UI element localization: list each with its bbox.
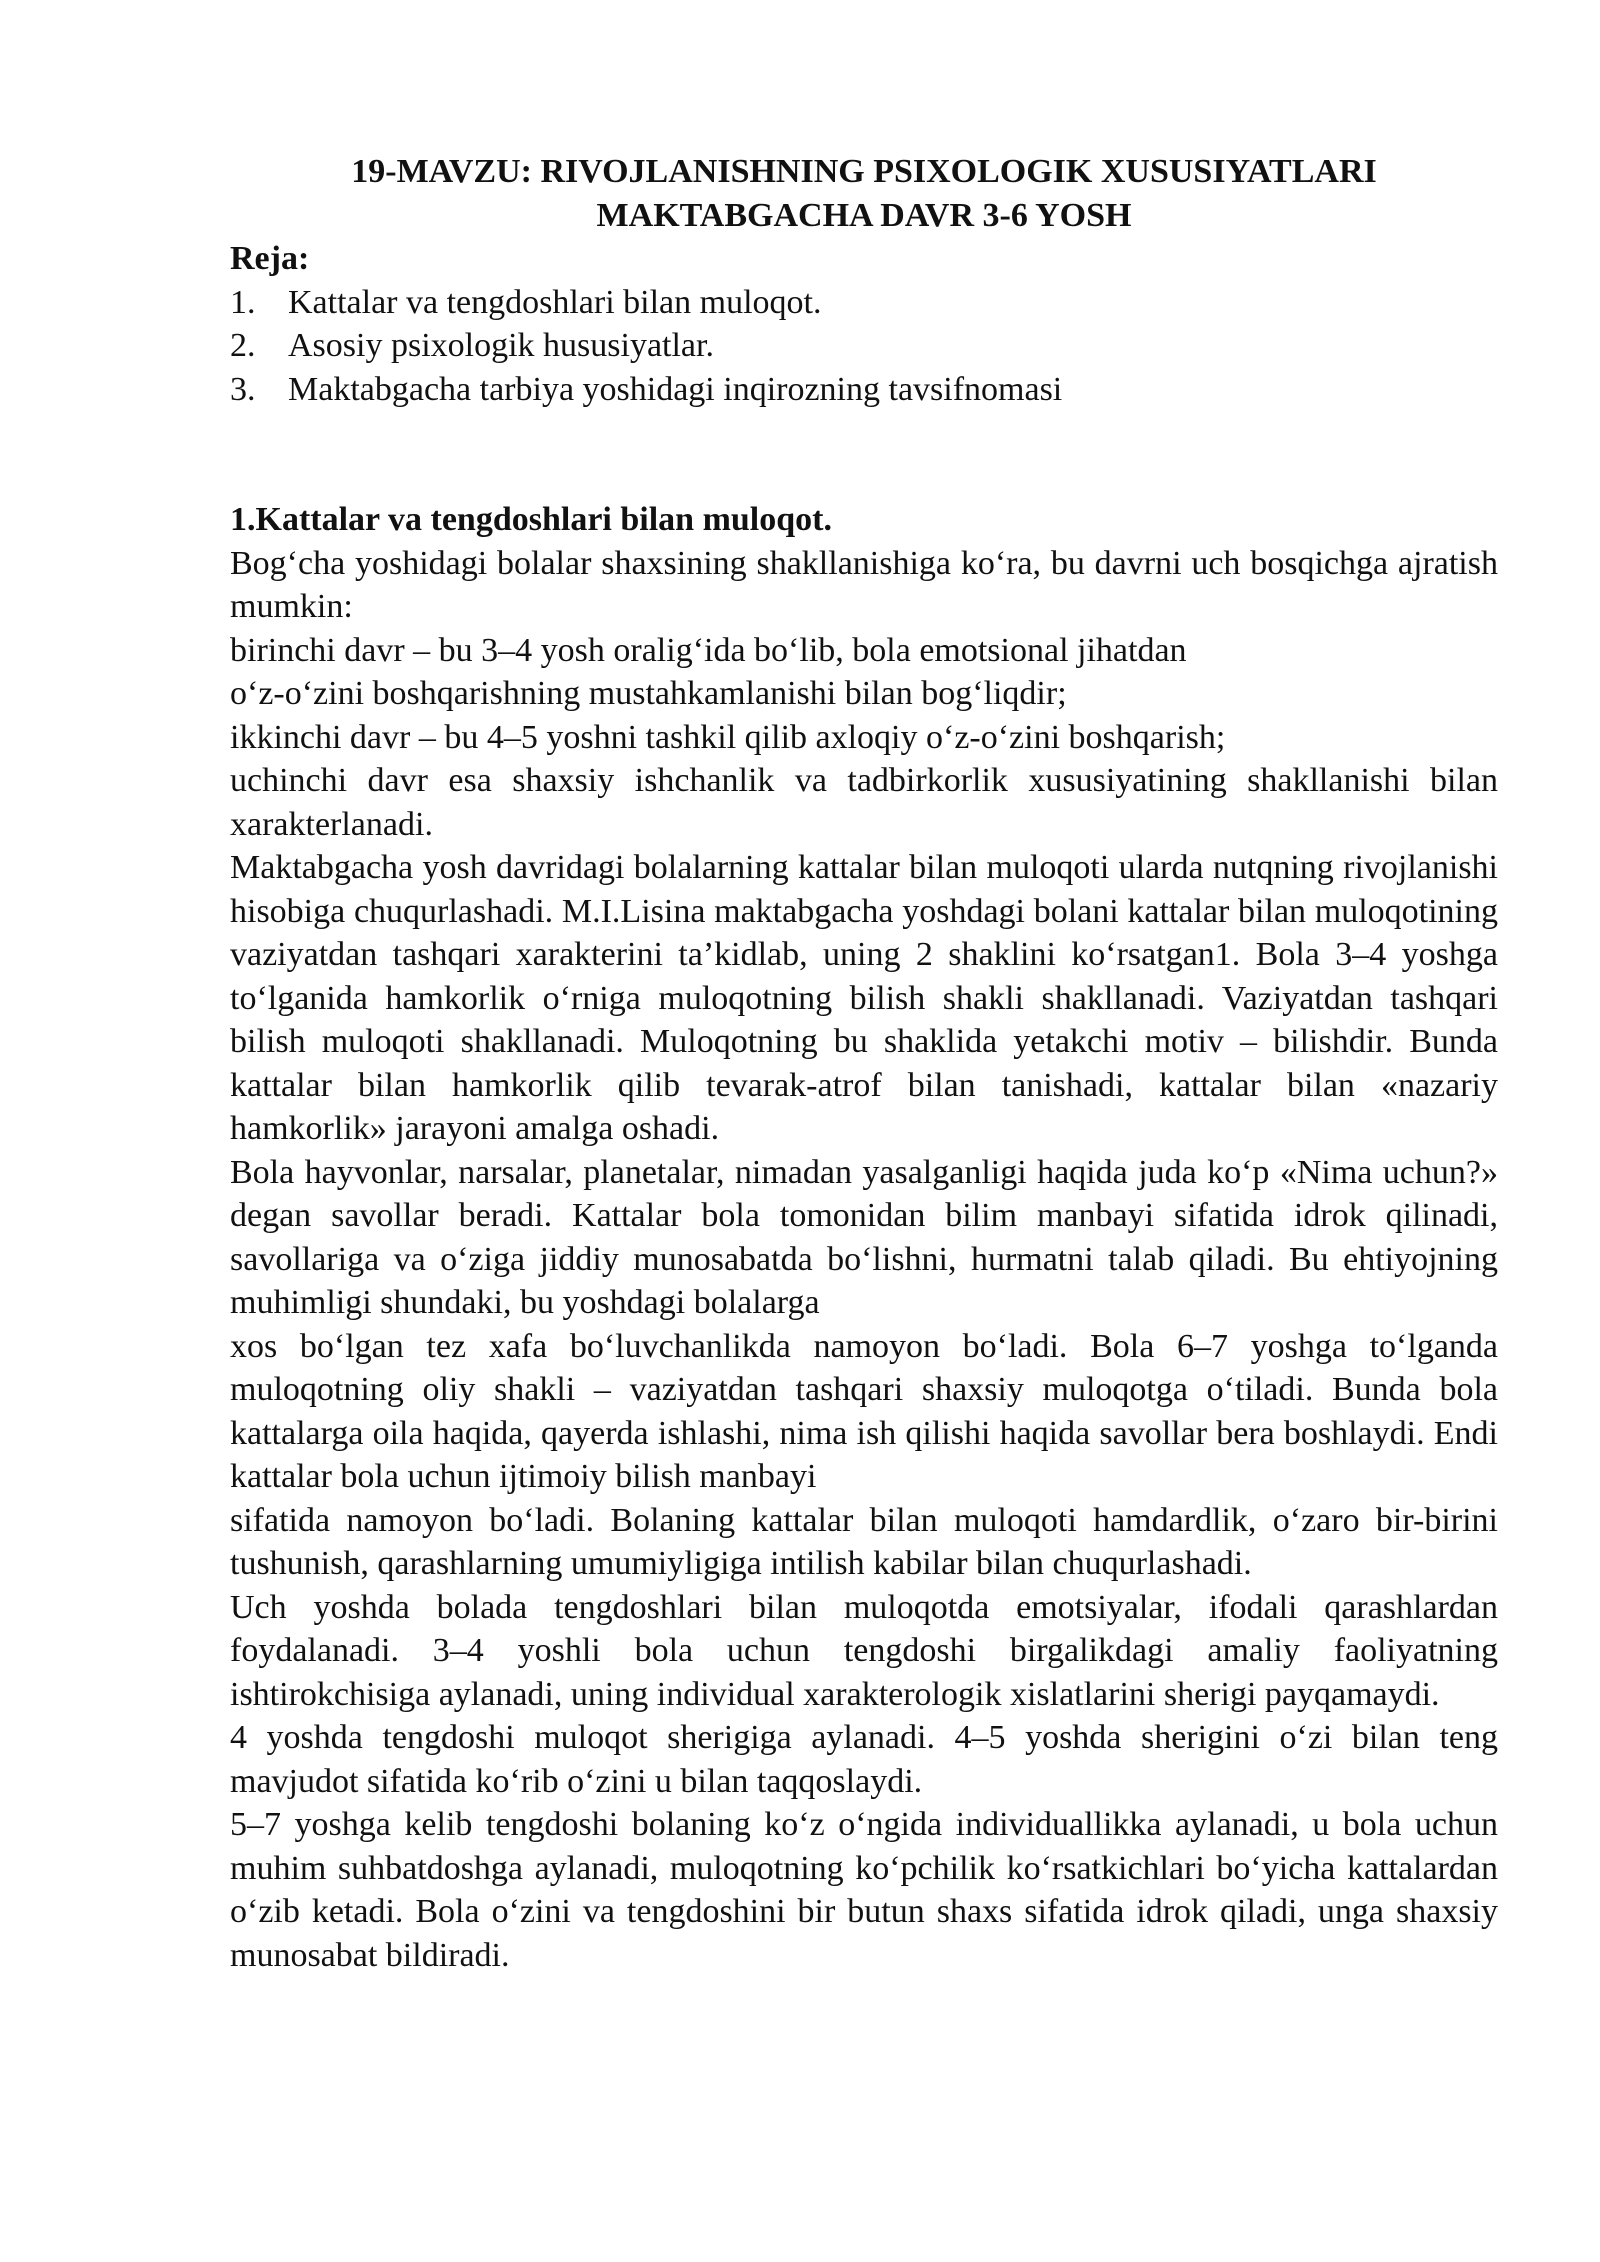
paragraph: birinchi davr – bu 3–4 yosh oralig‘ida bo‘lib, bola emotsional jihatdan [230, 631, 1187, 669]
paragraph: Bola hayvonlar, narsalar, planetalar, nimadan yasalganligi haqida juda ko‘p «Nima uchun?» degan savollar beradi. Kattalar bola tomonidan bilim manbayi sifatida idrok qilinadi, savollariga va o‘ziga jiddiy munosabatda bo‘lishni, hurmatni talab qiladi. Bu ehtiyojning muhimligi shundaki, bu yoshdagi bolalarga [230, 1153, 1498, 1321]
plan-list [230, 281, 1498, 412]
paragraph: o‘z-o‘zini boshqarishning mustahkamlanishi bilan bog‘liqdir; [230, 675, 1067, 712]
spacer [230, 411, 1498, 498]
paragraph: ikkinchi davr – bu 4–5 yoshni tashkil qilib axloqiy o‘z-o‘zini boshqarish; [230, 718, 1226, 756]
plan-label: Reja: [230, 240, 310, 277]
paragraph: Uch yoshda bolada tengdoshlari bilan muloqotda emotsiyalar, ifodali qarashlardan foydalanadi. 3–4 yoshli bola uchun tengdoshi birgalikdagi amaliy faoliyatning ishtirokchisiga aylanadi, uning individual xarakterologik xislatlarini sherigi payqamaydi. [230, 1588, 1498, 1713]
paragraph: sifatida namoyon bo‘ladi. Bolaning kattalar bilan muloqoti hamdardlik, o‘zaro bir-birini tushunish, qarashlarning umumiyligiga intilish kabilar bilan chuqurlashadi. [230, 1501, 1498, 1582]
plan-item-number: 2. [230, 327, 256, 364]
section-heading: 1.Kattalar va tengdoshlari bilan muloqot. [230, 501, 832, 538]
paragraph: Maktabgacha yosh davridagi bolalarning kattalar bilan muloqoti ularda nutqning rivojlanishi hisobiga chuqurlashadi. M.I.Lisina maktabgacha yoshdagi bolani kattalar bilan muloqotining vaziyatdan tashqari xarakterini ta’kidlab, uning 2 shaklini ko‘rsatgan1. Bola 3–4 yoshga to‘lganida hamkorlik o‘rniga muloqotning bilish shakli shakllanadi. Vaziyatdan tashqari bilish muloqoti shakllanadi. Muloqotning bu shaklida yetakchi motiv – bilishdir. Bunda kattalar bilan hamkorlik qilib tevarak-atrof bilan tanishadi, kattalar bilan «nazariy hamkorlik» jarayoni amalga oshadi. [230, 849, 1498, 1147]
paragraph: 4 yoshda tengdoshi muloqot sherigiga aylanadi. 4–5 yoshda sherigini o‘zi bilan teng mavjudot sifatida ko‘rib o‘zini u bilan taqqoslaydi. [230, 1719, 1498, 1800]
plan-item [230, 324, 1498, 368]
title-line-2: MAKTABGACHA DAVR 3-6 YOSH [596, 196, 1132, 234]
title-line-1: 19-MAVZU: RIVOJLANISHNING PSIXOLOGIK XUSUSIYATLARI [351, 153, 1377, 190]
plan-item [230, 281, 1498, 325]
plan-item-text: Maktabgacha tarbiya yoshidagi inqirozning tavsifnomasi [288, 370, 1063, 408]
plan-item [230, 368, 1498, 412]
plan-item-text: Asosiy psixologik hususiyatlar. [288, 327, 714, 364]
plan-item-number: 1. [230, 283, 256, 321]
plan-item-text: Kattalar va tengdoshlari bilan muloqot. [288, 283, 822, 321]
document-page [230, 150, 1498, 1977]
document-title [230, 150, 1498, 237]
paragraph: 5–7 yoshga kelib tengdoshi bolaning ko‘z o‘ngida individuallikka aylanadi, u bola uchun muhim suhbatdoshga aylanadi, muloqotning ko‘pchilik ko‘rsatkichlari bo‘yicha kattalardan o‘zib ketadi. Bola o‘zini va tengdoshini bir butun shaxs sifatida idrok qiladi, unga shaxsiy munosabat bildiradi. [230, 1806, 1498, 1974]
paragraph: xos bo‘lgan tez xafa bo‘luvchanlikda namoyon bo‘ladi. Bola 6–7 yoshga to‘lganda muloqotning oliy shakli – vaziyatdan tashqari shaxsiy muloqotga o‘tiladi. Bunda bola kattalarga oila haqida, qayerda ishlashi, nima ish qilishi haqida savollar bera boshlaydi. Endi kattalar bola uchun ijtimoiy bilish manbayi [230, 1327, 1498, 1495]
paragraph: uchinchi davr esa shaxsiy ishchanlik va tadbirkorlik xususiyatining shakllanishi bilan xarakterlanadi. [230, 762, 1498, 843]
plan-item-number: 3. [230, 370, 256, 408]
paragraph: Bog‘cha yoshidagi bolalar shaxsining shakllanishiga ko‘ra, bu davrni uch bosqichga ajratish mumkin: [230, 544, 1498, 625]
